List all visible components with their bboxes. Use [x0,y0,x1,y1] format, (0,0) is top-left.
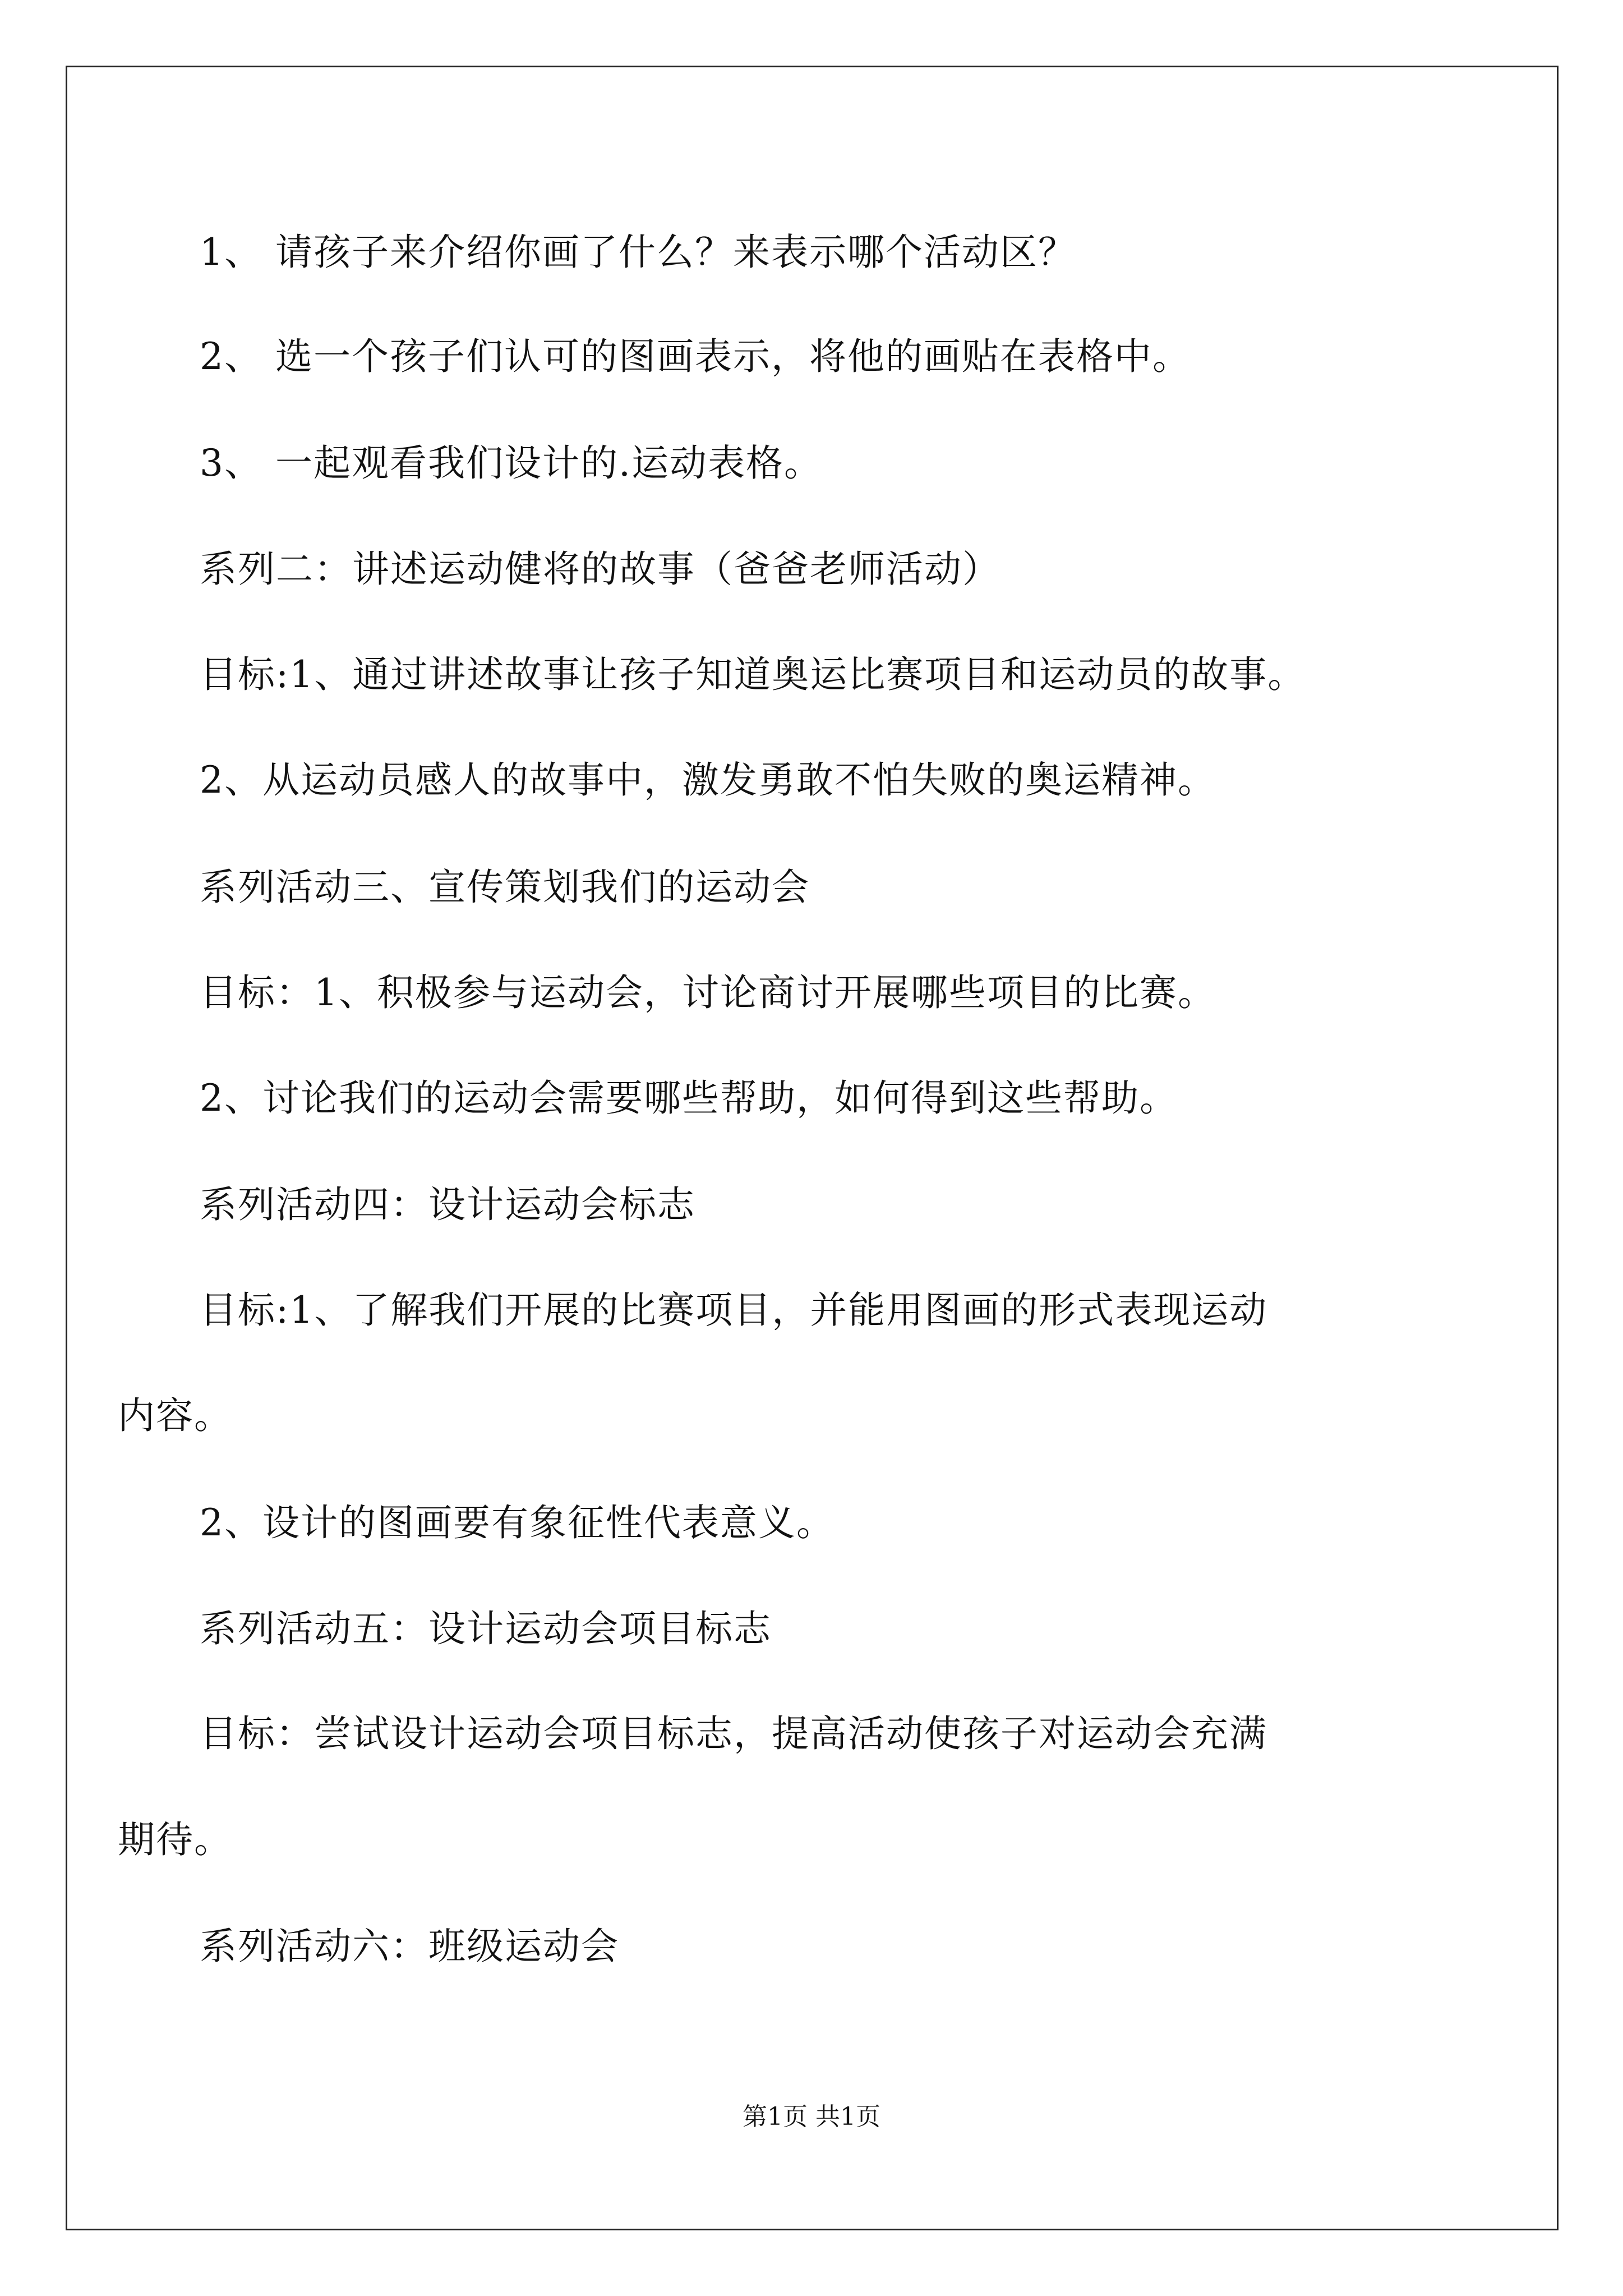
page-footer: 第1页 共1页 [743,2102,880,2131]
paragraph-line: 系列活动三、宣传策划我们的运动会 [200,866,810,909]
paragraph-line: 系列活动四：设计运动会标志 [200,1183,695,1226]
paragraph-line: 1、 请孩子来介绍你画了什么？来表示哪个活动区？ [200,231,1076,274]
paragraph-line: 系列二：讲述运动健将的故事（爸爸老师活动） [200,547,1000,591]
page-border [66,66,1559,2230]
paragraph-line: 系列活动五：设计运动会项目标志 [200,1607,772,1650]
paragraph-line: 目标:1、通过讲述故事让孩子知道奥运比赛项目和运动员的故事。 [200,653,1306,696]
paragraph-line: 2、 选一个孩子们认可的图画表示，将他的画贴在表格中。 [200,335,1191,378]
paragraph-line: 内容。 [118,1394,232,1437]
paragraph-line: 目标：尝试设计运动会项目标志，提高活动使孩子对运动会充满 [200,1712,1267,1755]
paragraph-line: 2、从运动员感人的故事中，激发勇敢不怕失败的奥运精神。 [200,758,1216,802]
paragraph-line: 2、讨论我们的运动会需要哪些帮助，如何得到这些帮助。 [200,1076,1178,1120]
paragraph-line: 目标：1、积极参与运动会，讨论商讨开展哪些项目的比赛。 [200,971,1216,1014]
paragraph-line: 系列活动六：班级运动会 [200,1925,619,1968]
paragraph-line: 3、 一起观看我们设计的.运动表格。 [200,441,822,485]
paragraph-line: 2、设计的图画要有象征性代表意义。 [200,1501,834,1544]
paragraph-line: 期待。 [118,1818,232,1861]
paragraph-line: 目标:1、了解我们开展的比赛项目，并能用图画的形式表现运动 [200,1289,1268,1332]
